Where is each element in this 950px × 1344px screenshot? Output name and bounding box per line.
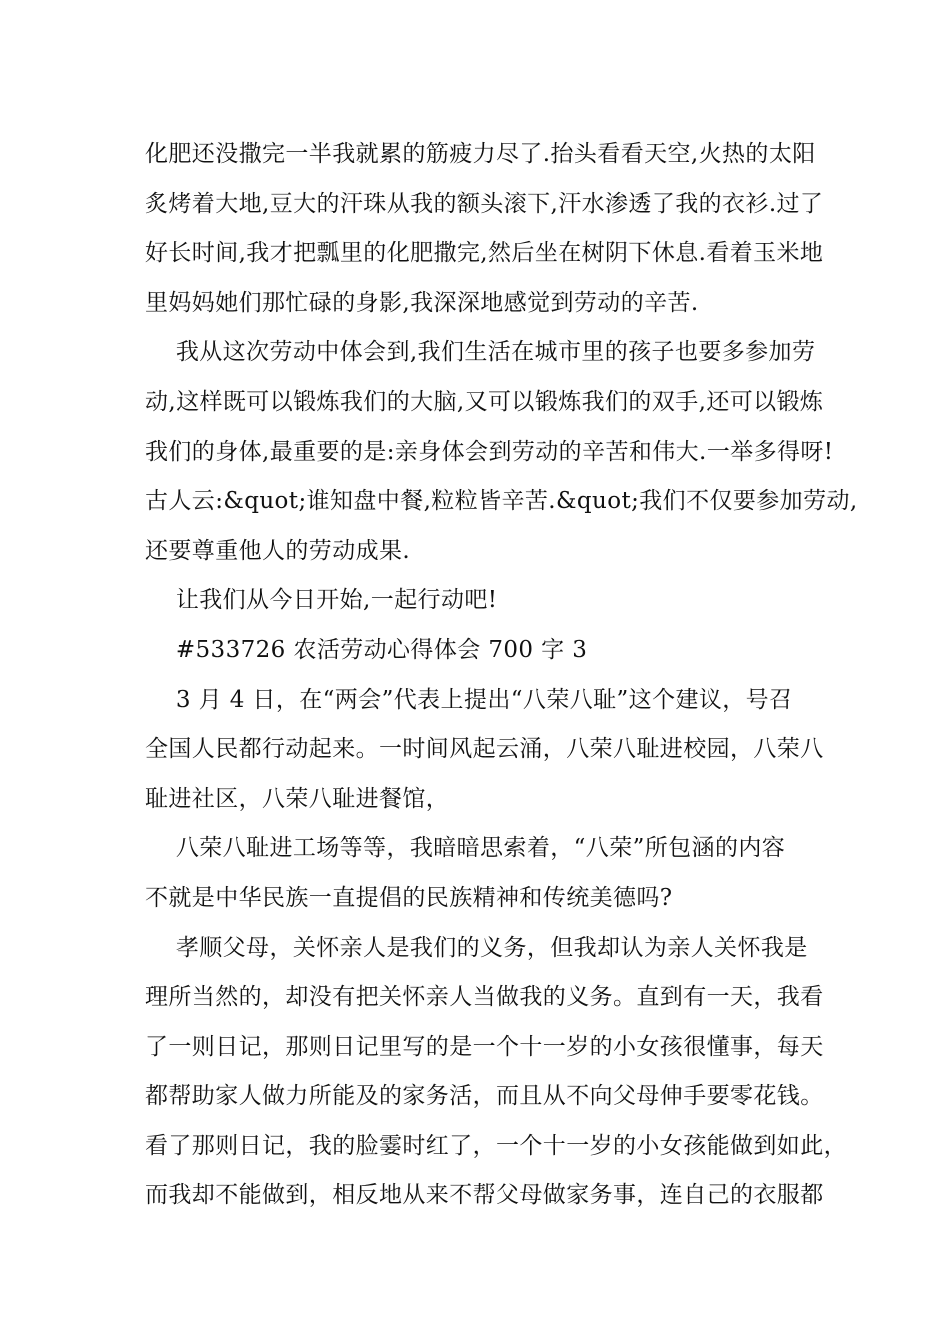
text-line: 动,这样既可以锻炼我们的大脑,又可以锻炼我们的双手,还可以锻炼 [145,388,824,415]
text-line: 还要尊重他人的劳动成果. [145,537,411,564]
text-line: 让我们从今日开始,一起行动吧! [145,587,498,614]
text-line: 看了那则日记，我的脸霎时红了，一个十一岁的小女孩能做到如此， [145,1132,847,1159]
text-line: 炙烤着大地,豆大的汗珠从我的额头滚下,汗水渗透了我的衣衫.过了 [145,190,824,217]
text-line: 好长时间,我才把瓢里的化肥撒完,然后坐在树阴下休息.看着玉米地 [145,240,824,267]
text-line: 而我却不能做到，相反地从来不帮父母做家务事，连自己的衣服都 [145,1182,824,1209]
text-line: 孝顺父母，关怀亲人是我们的义务，但我却认为亲人关怀我是 [145,934,808,961]
text-line: 耻进社区，八荣八耻进餐馆， [145,785,450,812]
text-line: 化肥还没撒完一半我就累的筋疲力尽了.抬头看看天空,火热的太阳 [145,141,816,167]
document-body [145,130,858,1221]
text-line: 我从这次劳动中体会到,我们生活在城市里的孩子也要多参加劳 [145,339,816,366]
text-line: 我们的身体,最重要的是:亲身体会到劳动的辛苦和伟大.一举多得呀! [145,438,834,465]
text-line: 3 月 4 日，在“两会”代表上提出“八荣八耻”这个建议，号召 [145,686,793,713]
text-line: 里妈妈她们那忙碌的身影,我深深地感觉到劳动的辛苦. [145,289,699,316]
section-heading: #533726 农活劳动心得体会 700 字 3 [145,636,588,663]
text-line: 了一则日记，那则日记里写的是一个十一岁的小女孩很懂事，每天 [145,1033,824,1060]
text-line: 理所当然的，却没有把关怀亲人当做我的义务。直到有一天，我看 [145,984,824,1011]
text-line: 八荣八耻进工场等等，我暗暗思索着，“八荣”所包涵的内容 [145,835,786,862]
text-line: 都帮助家人做力所能及的家务活，而且从不向父母伸手要零花钱。 [145,1083,824,1110]
text-line: 古人云:&quot;谁知盘中餐,粒粒皆辛苦.&quot;我们不仅要参加劳动, [145,488,858,515]
text-line: 全国人民都行动起来。一时间风起云涌，八荣八耻进校园，八荣八 [145,736,824,763]
text-line: 不就是中华民族一直提倡的民族精神和传统美德吗? [145,884,673,911]
